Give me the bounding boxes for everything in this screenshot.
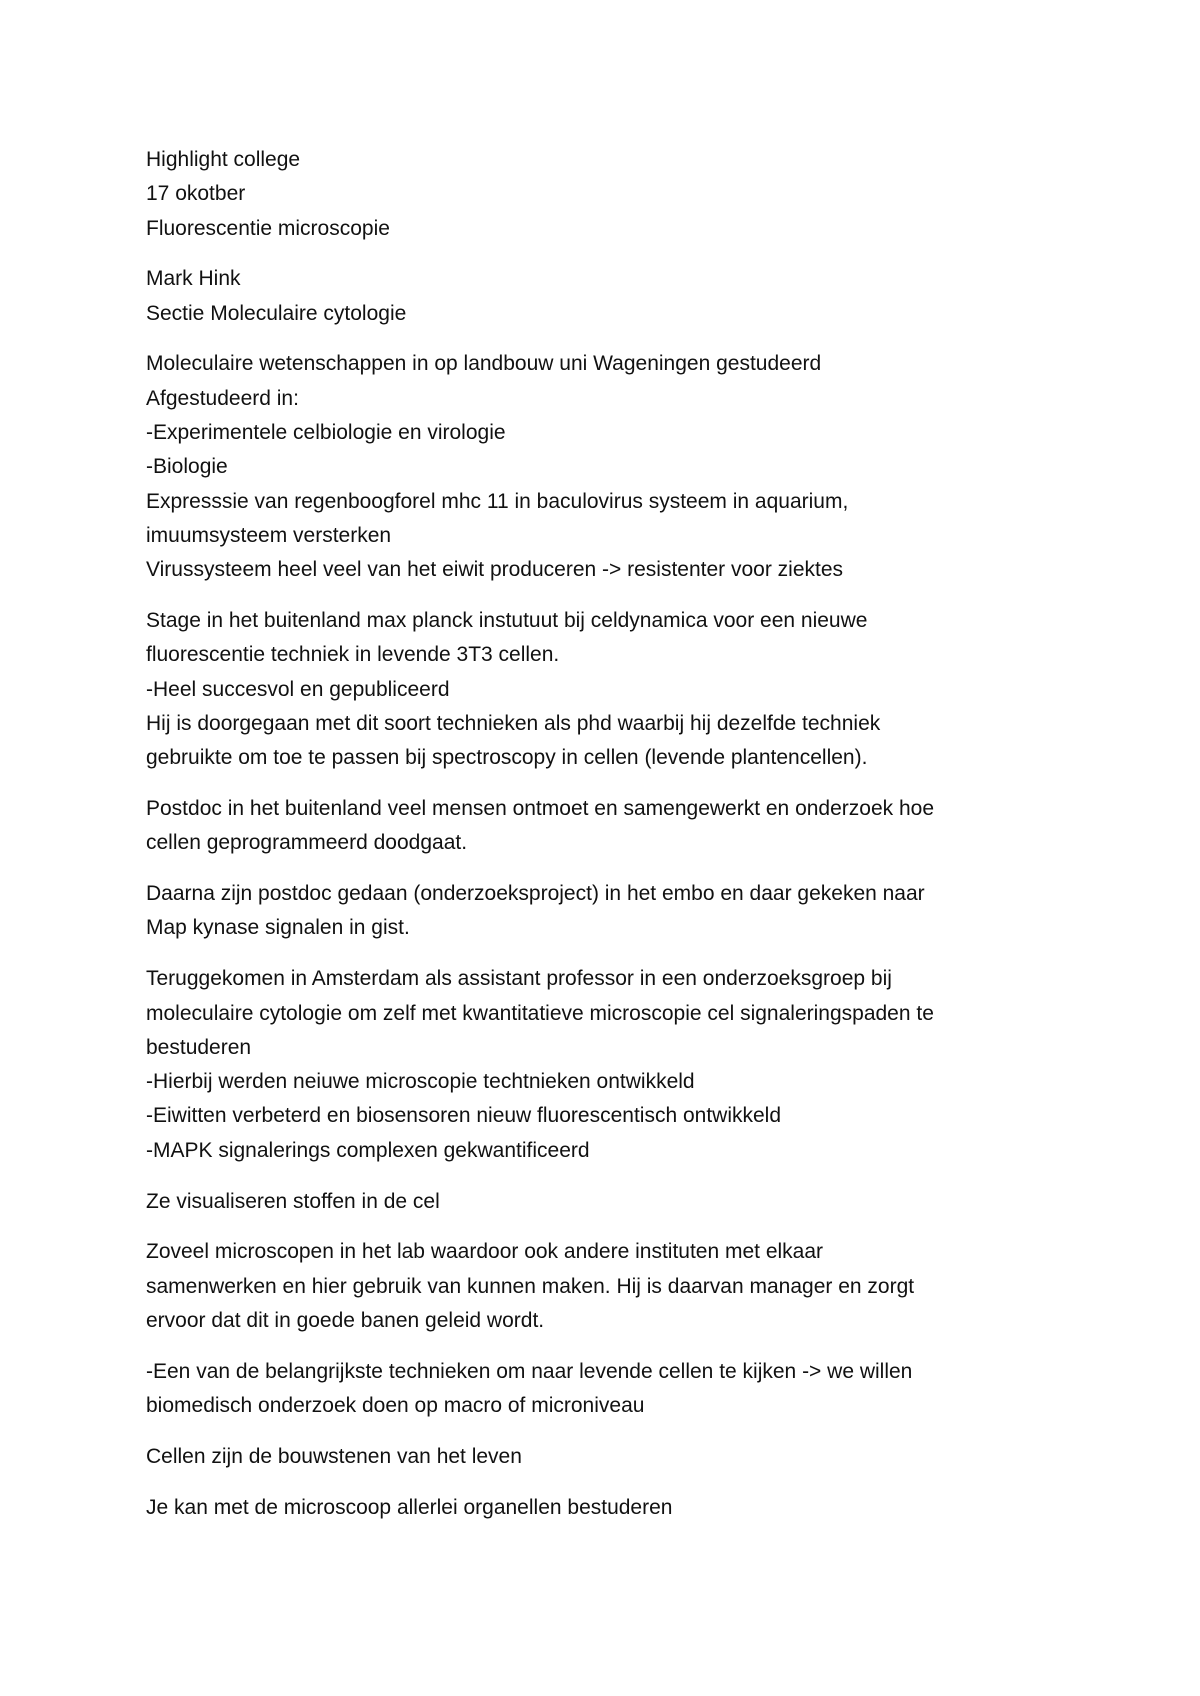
text-line: Fluorescentie microscopie: [146, 216, 390, 240]
text-line: gebruikte om toe te passen bij spectroscopy in cellen (levende plantencellen).: [146, 746, 868, 770]
text-line: 17 okotber: [146, 182, 246, 206]
paragraph-cells: [146, 1440, 1060, 1474]
text-line: Map kynase signalen in gist.: [146, 916, 410, 940]
text-line: Postdoc in het buitenland veel mensen ontmoet en samengewerkt en onderzoek hoe: [146, 797, 935, 821]
text-line: Mark Hink: [146, 267, 241, 291]
text-line: ervoor dat dit in goede banen geleid wordt.: [146, 1308, 545, 1332]
paragraph-amsterdam: [146, 962, 1060, 1168]
text-line: -Eiwitten verbeterd en biosensoren nieuw fluorescentisch ontwikkeld: [146, 1104, 782, 1128]
text-line: Je kan met de microscoop allerlei organellen bestuderen: [146, 1495, 673, 1519]
text-line: imuumsysteem versterken: [146, 523, 392, 547]
paragraph-organelles: [146, 1491, 1060, 1525]
text-line: Daarna zijn postdoc gedaan (onderzoeksproject) in het embo en daar gekeken naar: [146, 882, 925, 906]
text-line: biomedisch onderzoek doen op macro of microniveau: [146, 1394, 645, 1417]
text-line: -Een van de belangrijkste technieken om naar levende cellen te kijken -> we willen: [146, 1359, 913, 1383]
text-line: Highlight college: [146, 148, 301, 171]
text-line: Expresssie van regenboogforel mhc 11 in baculovirus systeem in aquarium,: [146, 489, 849, 513]
paragraph-postdoc-abroad: [146, 792, 1060, 861]
text-line: Stage in het buitenland max planck instutuut bij celdynamica voor een nieuwe: [146, 609, 868, 633]
paragraph-education: [146, 347, 1060, 587]
text-line: samenwerken en hier gebruik van kunnen maken. Hij is daarvan manager en zorgt: [146, 1274, 915, 1298]
text-line: bestuderen: [146, 1035, 252, 1059]
paragraph-visualize: [146, 1185, 1060, 1219]
text-line: moleculaire cytologie om zelf met kwantitatieve microscopie cel signaleringspaden te: [146, 1001, 934, 1025]
text-line: Afgestudeerd in:: [146, 386, 299, 410]
text-line: Sectie Moleculaire cytologie: [146, 301, 407, 325]
paragraph-postdoc-embo: [146, 877, 1060, 946]
paragraph-microscopes: [146, 1235, 1060, 1338]
text-line: Zoveel microscopen in het lab waardoor ook andere instituten met elkaar: [146, 1240, 824, 1264]
text-line: Teruggekomen in Amsterdam als assistant professor in een onderzoeksgroep bij: [146, 967, 892, 991]
text-line: -Heel succesvol en gepubliceerd: [146, 677, 450, 701]
text-line: -MAPK signalerings complexen gekwantificeerd: [146, 1138, 590, 1162]
text-line: Ze visualiseren stoffen in de cel: [146, 1189, 440, 1213]
paragraph-internship: [146, 604, 1060, 775]
text-line: -Biologie: [146, 455, 228, 479]
text-line: -Hierbij werden neiuwe microscopie techtnieken ontwikkeld: [146, 1070, 695, 1094]
text-line: Moleculaire wetenschappen in op landbouw uni Wageningen gestudeerd: [146, 352, 822, 376]
paragraph-speaker: [146, 262, 1060, 331]
text-line: Hij is doorgegaan met dit soort technieken als phd waarbij hij dezelfde techniek: [146, 711, 881, 735]
paragraph-header: [146, 143, 1060, 246]
text-line: Cellen zijn de bouwstenen van het leven: [146, 1444, 522, 1468]
paragraph-techniques: [146, 1355, 1060, 1424]
text-line: cellen geprogrammeerd doodgaat.: [146, 831, 468, 855]
text-line: Virussysteem heel veel van het eiwit produceren -> resistenter voor ziektes: [146, 558, 844, 582]
text-line: fluorescentie techniek in levende 3T3 cellen.: [146, 643, 560, 667]
text-line: -Experimentele celbiologie en virologie: [146, 421, 506, 445]
